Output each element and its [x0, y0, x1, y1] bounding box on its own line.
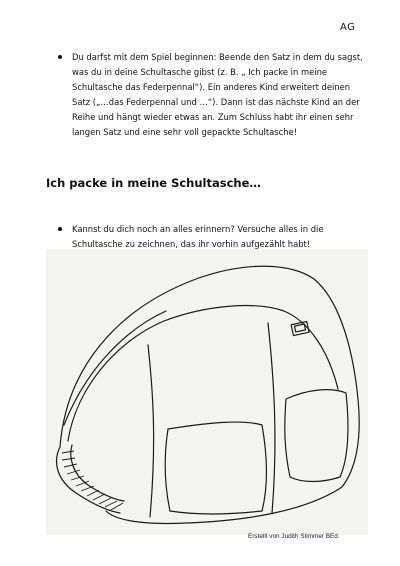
instruction-text-draw: Kannst du dich noch an alles erinnern? Versuche alles in die Schultasche zu zeichnen, das ihr vorhin aufgezählt habt!	[72, 224, 324, 249]
author-credit: Erstellt von Judith Stimmer BEd.	[248, 533, 340, 540]
strap-inner	[71, 445, 124, 501]
instruction-item-draw	[58, 222, 363, 252]
schoolbag-drawing	[46, 249, 368, 535]
pocket-seam-right	[268, 323, 275, 513]
side-pocket	[285, 390, 348, 482]
bullet-icon	[58, 227, 62, 231]
page-id-label: AG	[340, 22, 356, 33]
name-tag-inner	[294, 324, 305, 332]
lower-pocket	[165, 422, 266, 514]
pocket-seam-left	[148, 345, 154, 517]
instruction-text-game: Du darfst mit dem Spiel beginnen: Beende den Satz in dem du sagst, was du in deine Schultasche gibst (z. B. „ Ich packe in meine Schultasche das Federpennal“). Ein anderes Kind erweitert deinen Satz („…das Federpennal und …“). Dann ist das nächste Kind an der Reihe und hängt wieder etwas an. Zum Schluss habt ihr einen sehr langen Satz und eine sehr voll gepackte Schultasche!	[72, 52, 363, 137]
name-tag	[291, 321, 309, 335]
schoolbag-sketch-icon	[46, 249, 368, 535]
bullet-icon	[58, 55, 62, 59]
instruction-item-game	[58, 50, 363, 140]
strap-outer	[57, 447, 120, 513]
bag-outline	[60, 266, 359, 523]
section-heading: Ich packe in meine Schultasche…	[46, 176, 261, 190]
